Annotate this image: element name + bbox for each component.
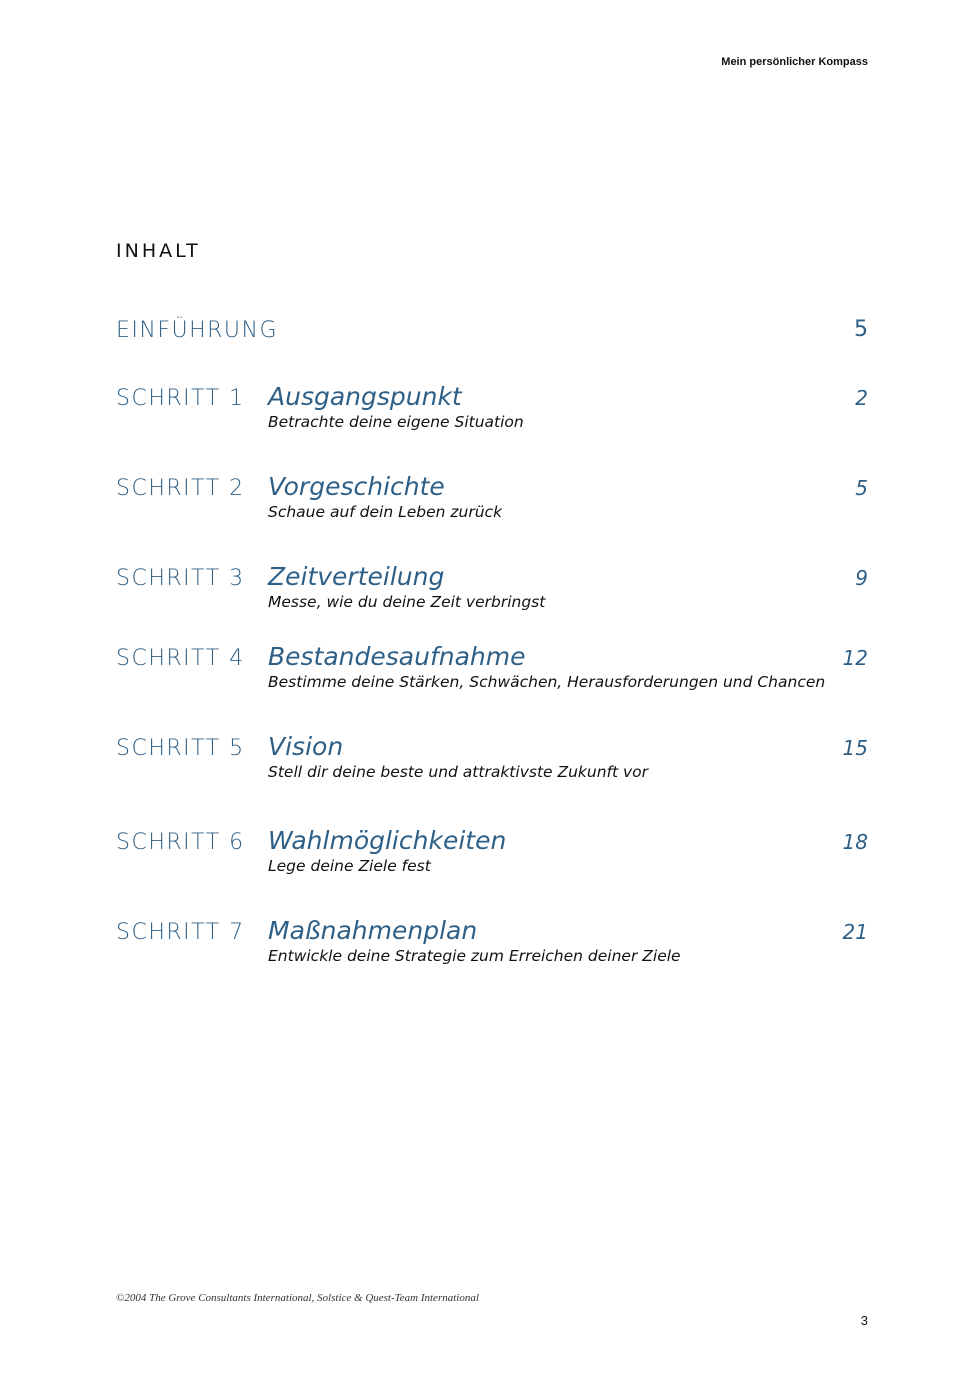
toc-step-subtitle: Entwickle deine Strategie zum Erreichen deiner Ziele [268, 947, 681, 965]
toc-step-title: Maßnahmenplan [268, 916, 478, 945]
toc-step-page: 15 [842, 736, 868, 760]
toc-step-label: SCHRITT 2 [116, 476, 245, 501]
toc-step-page: 12 [842, 646, 868, 670]
toc-step-title: Ausgangspunkt [268, 382, 462, 411]
toc-step-label: SCHRITT 7 [116, 920, 245, 945]
toc-step-page: 21 [842, 920, 868, 944]
running-header-title: Mein persönlicher Kompass [721, 56, 868, 68]
toc-step-page: 2 [855, 386, 868, 410]
toc-step-label: SCHRITT 4 [116, 646, 245, 671]
toc-step-label: SCHRITT 5 [116, 736, 245, 761]
toc-step-subtitle: Messe, wie du deine Zeit verbringst [268, 593, 546, 611]
toc-step-title: Zeitverteilung [268, 562, 445, 591]
toc-step-page: 5 [855, 476, 868, 500]
toc-step-page: 18 [842, 830, 868, 854]
toc-entry-step-1[interactable] [116, 382, 868, 446]
toc-step-title: Bestandesaufnahme [268, 642, 526, 671]
toc-step-title: Vorgeschichte [268, 472, 445, 501]
toc-step-subtitle: Betrachte deine eigene Situation [268, 413, 524, 431]
toc-entry-step-4[interactable] [116, 642, 868, 706]
toc-entry-step-2[interactable] [116, 472, 868, 536]
toc-entry-intro[interactable] [116, 318, 868, 378]
toc-intro-label: EINFÜHRUNG [116, 318, 279, 343]
footer-copyright: ©2004 The Grove Consultants International, Solstice & Quest-Team International [116, 1292, 479, 1304]
toc-step-label: SCHRITT 3 [116, 566, 245, 591]
toc-step-title: Wahlmöglichkeiten [268, 826, 507, 855]
toc-step-label: SCHRITT 6 [116, 830, 245, 855]
toc-entry-step-3[interactable] [116, 562, 868, 626]
toc-step-label: SCHRITT 1 [116, 386, 245, 411]
toc-heading: INHALT [116, 240, 201, 262]
toc-intro-page: 5 [854, 317, 868, 342]
toc-step-title: Vision [268, 732, 344, 761]
toc-step-subtitle: Stell dir deine beste und attraktivste Zukunft vor [268, 763, 649, 781]
toc-step-subtitle: Schaue auf dein Leben zurück [268, 503, 503, 521]
toc-entry-step-5[interactable] [116, 732, 868, 796]
footer-page-number: 3 [860, 1313, 868, 1328]
toc-entry-step-7[interactable] [116, 916, 868, 980]
toc-step-subtitle: Bestimme deine Stärken, Schwächen, Herausforderungen und Chancen [268, 673, 826, 691]
toc-step-subtitle: Lege deine Ziele fest [268, 857, 431, 875]
toc-entry-step-6[interactable] [116, 826, 868, 890]
toc-step-page: 9 [855, 566, 868, 590]
